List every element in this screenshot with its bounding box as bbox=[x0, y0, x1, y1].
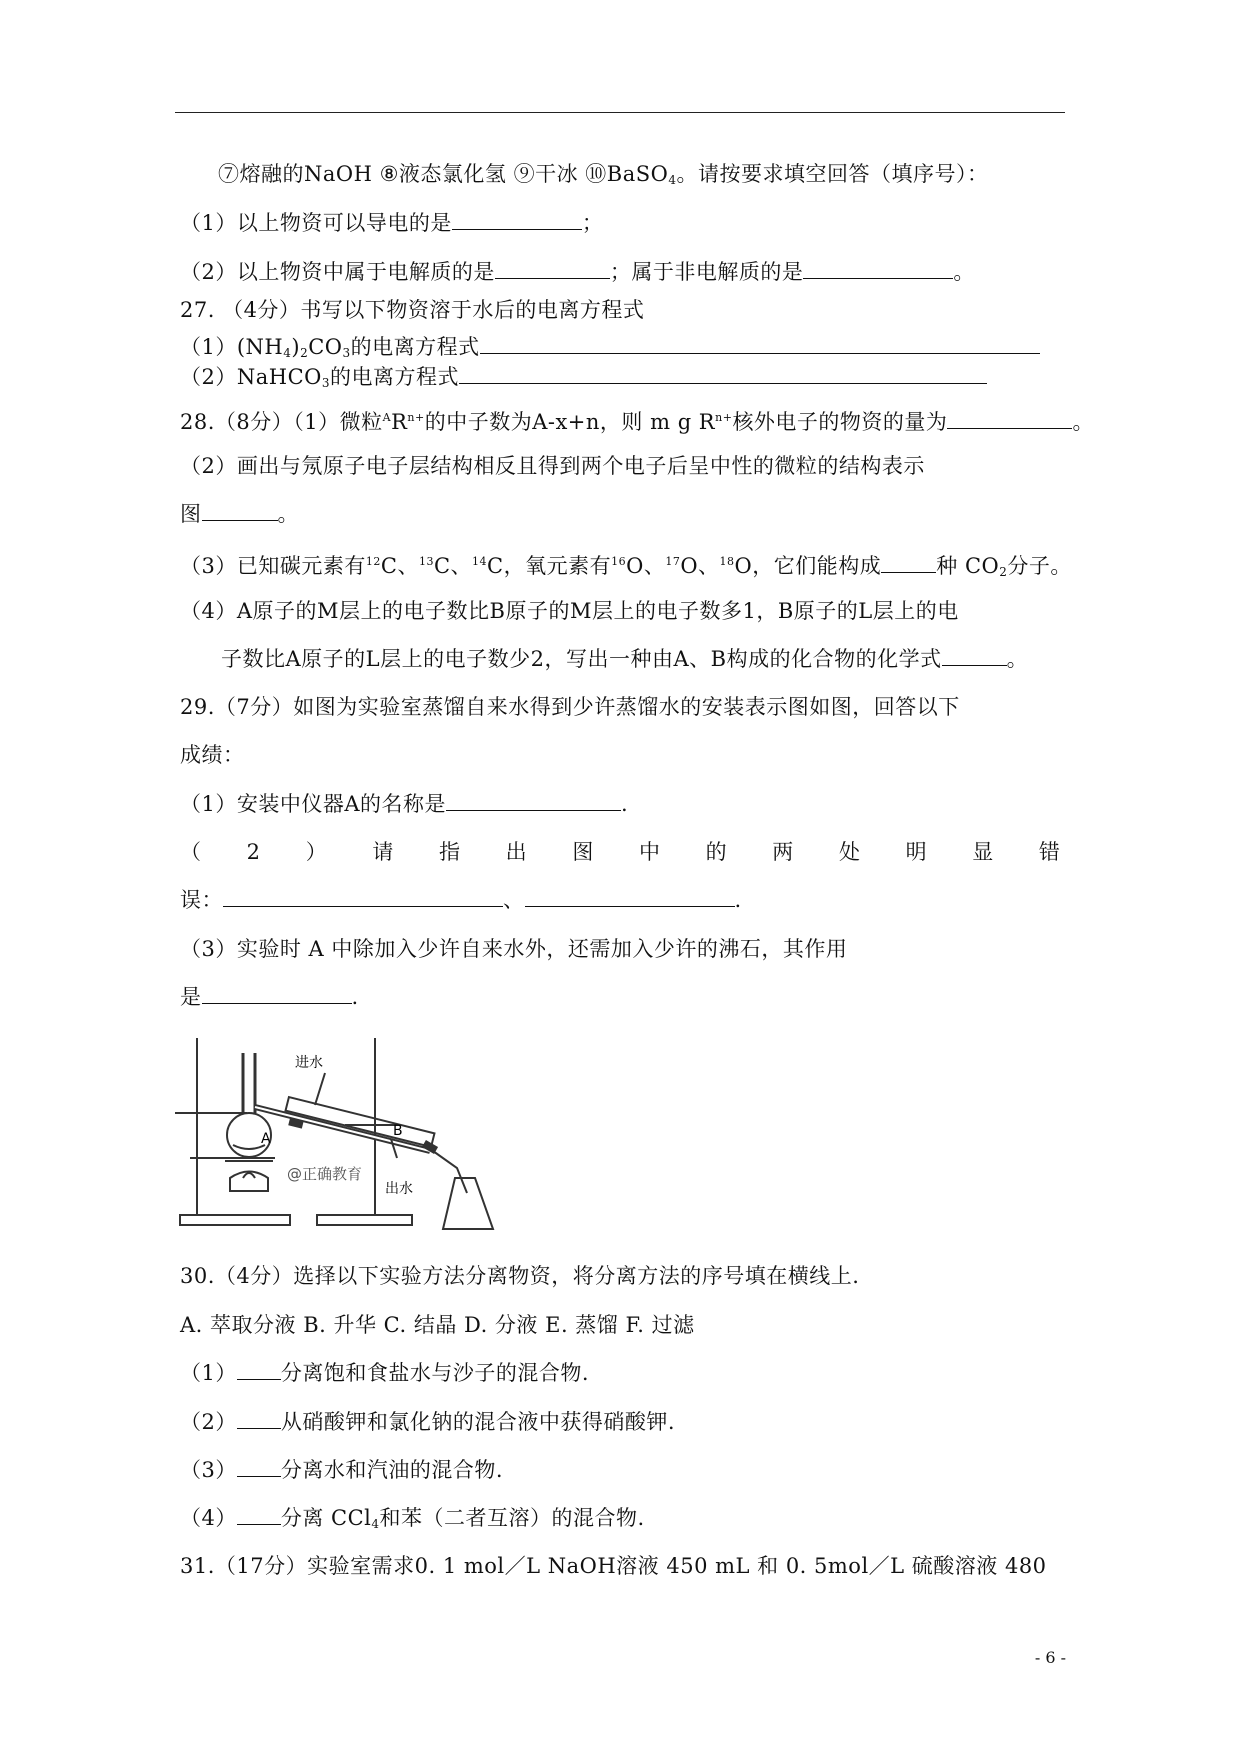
question-28-2: （2）画出与氖原子电子层结构相反且得到两个电子后呈中性的微粒的结构表示 bbox=[180, 454, 925, 478]
answer-blank[interactable] bbox=[480, 333, 1040, 354]
question-26-1: （1）以上物资可以导电的是 ； bbox=[180, 211, 604, 235]
question-29-cont: 成绩： bbox=[180, 743, 245, 767]
question-28-3: （3）已知碳元素有$^{12}$C、$^{13}$C、$^{14}$C，氧元素有$^{16}$O、$^{17}$O、$^{18}$O，它们能构成 种 $CO_2$分子。 bbox=[180, 554, 1072, 579]
page-number: - 6 - bbox=[1034, 1648, 1066, 1667]
answer-blank[interactable] bbox=[947, 408, 1072, 429]
answer-blank[interactable] bbox=[237, 1504, 281, 1525]
question-30-options: A. 萃取分液 B. 升华 C. 结晶 D. 分液 E. 蒸馏 F. 过滤 bbox=[180, 1313, 695, 1337]
answer-blank[interactable] bbox=[446, 790, 621, 811]
answer-blank[interactable] bbox=[525, 886, 735, 907]
label-b: B bbox=[393, 1123, 403, 1139]
question-31: 31.（17分）实验室需求0. 1 mol／L NaOH溶液 450 mL 和 0. 5mol／L 硫酸溶液 480 bbox=[180, 1554, 1047, 1578]
distillation-apparatus-figure bbox=[175, 1033, 520, 1233]
question-28-4: （4）A原子的M层上的电子数比B原子的M层上的电子数多1，B原子的L层上的电 bbox=[180, 599, 959, 623]
question-27: 27. （4分）书写以下物资溶于水后的电离方程式 bbox=[180, 298, 645, 322]
question-27-1: $(1)(NH_4)_2CO_3$的电离方程式 bbox=[180, 333, 1040, 367]
question-29-3: （3）实验时 A 中除加入少许自来水外，还需加入少许的沸石，其作用 bbox=[180, 937, 848, 961]
question-29: 29.（7分）如图为实验室蒸馏自来水得到少许蒸馏水的安装表示图如图，回答以下 bbox=[180, 695, 960, 719]
question-30-2: （2） 从硝酸钾和氯化钠的混合液中获得硝酸钾. bbox=[180, 1410, 676, 1434]
out-water-label: 出水 bbox=[385, 1181, 413, 1197]
question-29-2-cont: 误： 、 . bbox=[180, 888, 742, 912]
answer-blank[interactable] bbox=[237, 1359, 281, 1380]
question-30-3: （3） 分离水和汽油的混合物. bbox=[180, 1458, 504, 1482]
question-29-2: （ 2 ） 请 指 出 图 中 的 两 处 明 显 错 bbox=[180, 840, 1060, 864]
answer-blank[interactable] bbox=[803, 258, 953, 279]
answer-blank[interactable] bbox=[202, 983, 352, 1004]
question-27-2: （2）NaHCO$_3$的电离方程式 bbox=[180, 363, 987, 397]
answer-blank[interactable] bbox=[495, 258, 610, 279]
text-line: ⑦熔融的NaOH ⑧液态氯化氢 ⑨干冰 ⑩BaSO$_4$。请按要求填空回答（填序号）： bbox=[218, 162, 989, 187]
stand-base-right bbox=[317, 1215, 412, 1225]
answer-blank[interactable] bbox=[223, 886, 503, 907]
answer-blank[interactable] bbox=[202, 500, 278, 521]
header-rule bbox=[175, 112, 1065, 113]
receiving-flask bbox=[443, 1178, 493, 1229]
question-30: 30.（4分）选择以下实验方法分离物资，将分离方法的序号填在横线上. bbox=[180, 1264, 860, 1288]
alcohol-lamp bbox=[230, 1172, 268, 1192]
question-29-1: （1）安装中仪器A的名称是 . bbox=[180, 792, 629, 816]
answer-blank[interactable] bbox=[237, 1408, 281, 1429]
answer-blank[interactable] bbox=[942, 645, 1007, 666]
question-30-4: （4） 分离 CCl$_4$和苯（二者互溶）的混合物. bbox=[180, 1506, 645, 1531]
question-28-2-cont: 图 。 bbox=[180, 502, 299, 526]
question-29-3-cont: 是 . bbox=[180, 985, 359, 1009]
answer-blank[interactable] bbox=[452, 209, 582, 230]
watermark: @正确教育 bbox=[287, 1165, 363, 1183]
answer-blank[interactable] bbox=[237, 1456, 281, 1477]
question-28-4-cont: 子数比A原子的L层上的电子数少2，写出一种由A、B构成的化合物的化学式 。 bbox=[221, 647, 1029, 671]
question-30-1: （1） 分离饱和食盐水与沙子的混合物. bbox=[180, 1361, 590, 1385]
in-water-label: 进水 bbox=[295, 1055, 323, 1071]
label-a: A bbox=[261, 1131, 271, 1147]
stand-base-left bbox=[180, 1215, 290, 1225]
question-28: 28.（8分）（1）微粒$^AR^{n+}$的中子数为A-x+n，则 m g $R^{n+}$核外电子的物资的量为 。 bbox=[180, 410, 1094, 434]
answer-blank[interactable] bbox=[881, 552, 936, 573]
question-26-2: （2）以上物资中属于电解质的是 ；属于非电解质的是 。 bbox=[180, 260, 975, 284]
answer-blank[interactable] bbox=[459, 363, 987, 384]
